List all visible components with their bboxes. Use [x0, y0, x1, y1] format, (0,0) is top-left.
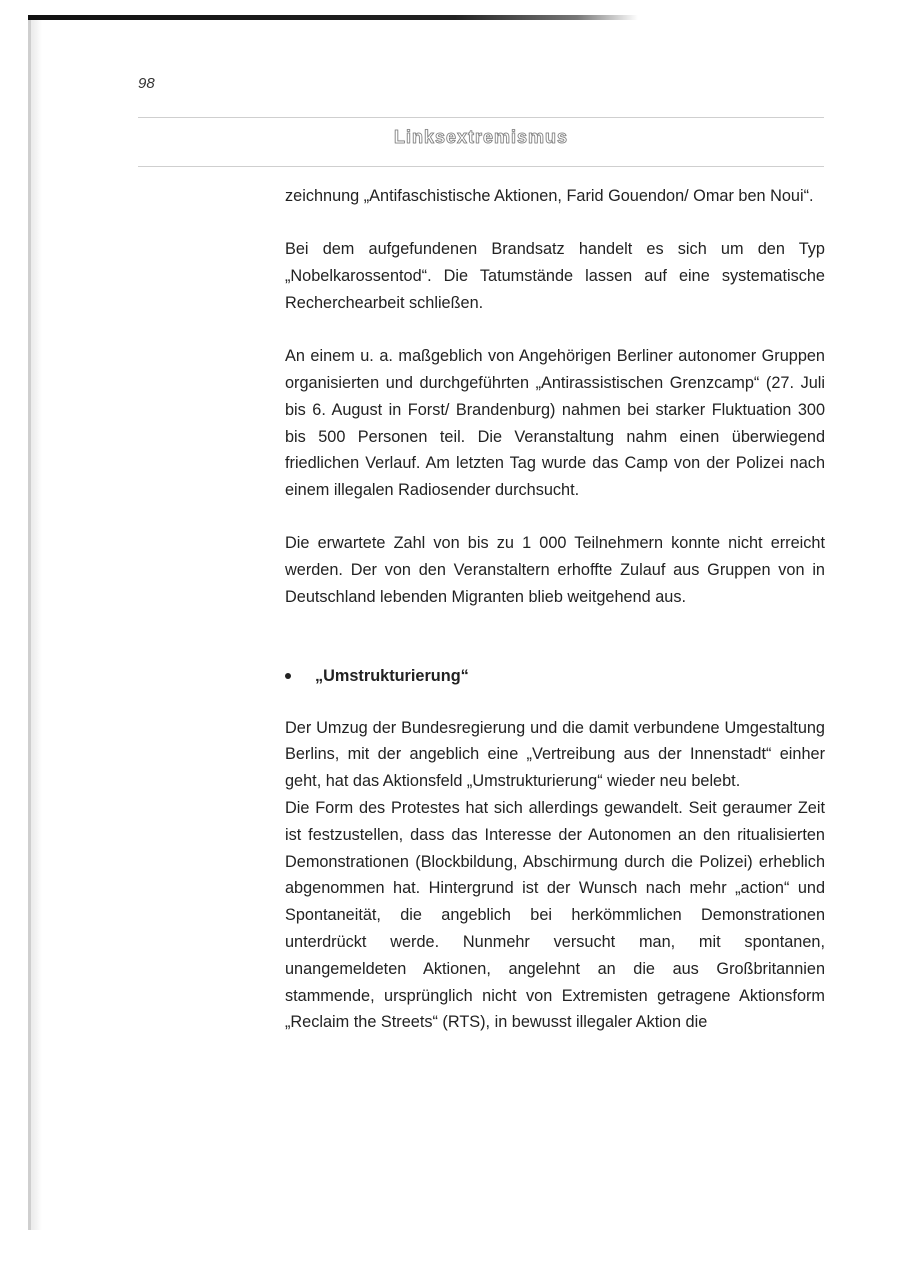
paragraph: Die erwartete Zahl von bis zu 1 000 Teilnehmern konnte nicht erreicht werden. Der von den Veranstaltern erhoffte Zulauf aus Gruppen von in Deutschland lebenden Migranten blieb weitgehend aus. [285, 534, 825, 607]
body-text [285, 183, 825, 1036]
bullet-icon [285, 673, 291, 679]
page-spine-edge [28, 20, 31, 1230]
top-edge-rule [28, 15, 638, 20]
section-heading-text: „Umstrukturierung“ [315, 666, 469, 685]
section-heading [285, 663, 825, 690]
paragraph: An einem u. a. maßgeblich von Angehörigen Berliner autonomer Gruppen organisierten und durchgeführten „Antirassistischen Grenzcamp“ (27. Juli bis 6. August in Forst/ Brandenburg) nahmen bei starker Fluktuation 300 bis 500 Personen teil. Die Veranstaltung nahm einen überwiegend friedlichen Verlauf. Am letzten Tag wurde das Camp von der Polizei nach einem illegalen Radiosender durchsucht. [285, 347, 825, 500]
paragraph: Die Form des Protestes hat sich allerdings gewandelt. Seit geraumer Zeit ist festzustellen, dass das Interesse der Autonomen an den ritualisierten Demonstrationen (Blockbildung, Abschirmung durch die Polizei) erheblich abgenommen hat. Hintergrund ist der Wunsch nach mehr „action“ und Spontaneität, die angeblich bei herkömmlichen Demonstrationen unterdrückt werde. Nunmehr versucht man, mit spontanen, unangemeldeten Aktionen, angelehnt an die aus Großbritannien stammende, ursprünglich nicht von Extremisten getragene Aktionsform „Reclaim the Streets“ (RTS), in bewusst illegaler Aktion die [285, 799, 825, 1032]
page-number: 98 [138, 75, 155, 92]
header-rule-bottom [138, 166, 824, 167]
running-head: Linksextremismus [393, 127, 569, 147]
header-rule-top [138, 117, 824, 118]
paragraph: Der Umzug der Bundesregierung und die damit verbundene Umgestaltung Berlins, mit der angeblich eine „Vertreibung aus der Innenstadt“ einher geht, hat das Aktionsfeld „Umstrukturierung“ wieder neu belebt. [285, 718, 825, 791]
paragraph: Bei dem aufgefundenen Brandsatz handelt es sich um den Typ „Nobelkarossentod“. Die Tatumstände lassen auf eine systematische Recherchearbeit schließen. [285, 240, 825, 312]
paragraph: zeichnung „Antifaschistische Aktionen, Farid Gouendon/ Omar ben Noui“. [285, 187, 814, 205]
